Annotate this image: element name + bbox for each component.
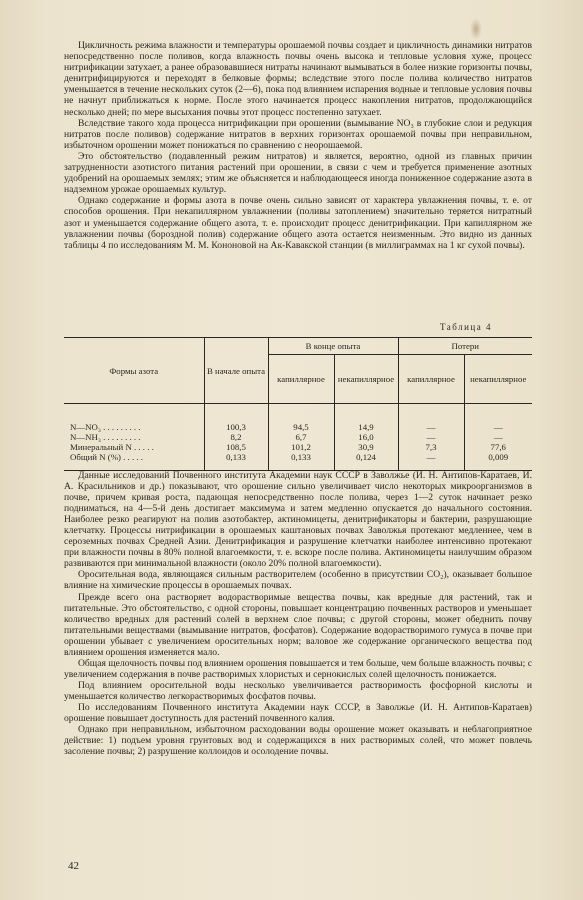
header-forms: Формы азота (64, 338, 204, 404)
cell-loss-cap: — (398, 432, 464, 442)
cell-start: 8,2 (204, 432, 268, 442)
paragraph: По исследованиям Почвенного института Академии наук СССР, в Заволжье (И. Н. Антипов-Каратаев) орошение повышает доступность для растений почвенного калия. (64, 701, 532, 725)
row-label: N—NO₃ . . . . . . . . . (70, 422, 141, 432)
header-loss-cap: капиллярное (398, 355, 464, 404)
header-group-loss: Потери (398, 338, 532, 355)
cell-loss-noncap: — (464, 404, 532, 433)
cell-start: 0,133 (204, 452, 268, 471)
table-row (64, 452, 532, 471)
cell-loss-cap: 7,3 (398, 442, 464, 452)
cell-end-cap: 101,2 (268, 442, 334, 452)
paragraph: Под влиянием оросительной воды несколько увеличивается растворимость фосфорной кислоты и уменьшается количество легкорастворимых фосфатов почвы. (64, 679, 532, 702)
cell-end-cap: 6,7 (268, 432, 334, 442)
row-label: N—NH₃ . . . . . . . . . (70, 432, 141, 442)
paper-stain (470, 18, 482, 40)
cell-end-noncap: 16,0 (334, 432, 398, 442)
paragraph: Данные исследований Почвенного института Академии наук СССР в Заволжье (И. Н. Антипов-Каратаев, И. А. Красильников и др.) показывают, что орошение сильно увеличивает число некоторых микроорганизмов в почве, причем кривая роста, падающая непосредственно после полива, через 1—2 суток начинает резко подниматься, на 4—5-й день достигает максимума и затем медленно опускается до начального состояния. Наиболее резко реагируют на полив азотобактер, актиномицеты, денитрификаторы и бактерии, разрушающие клетчатку. Процессы нитрификации в орошаемых каштановых почвах Заволжья протекают медленнее, чем в сероземных почвах Средней Азии. Денитрификация и разрушение клетчатки наиболее интенсивно протекают при влажности почвы в 80% полной влагоемкости, т. е. вскоре после полива. Актиномицеты наилучшим образом развиваются при минимальной влажности (около 20% полной влагоемкости). (64, 470, 532, 570)
data-table (64, 337, 532, 471)
body-text-bottom (64, 470, 532, 757)
cell-end-noncap: 0,124 (334, 452, 398, 471)
paragraph: Цикличность режима влажности и температуры орошаемой почвы создает и цикличность динамики нитратов непосредственно после поливов, когда влажность почвы очень высока и тепловые условия хуже, процесс нитрификации затухает, а ранее образовавшиеся нитраты начинают вымываться в более низкие горизонты почвы, денитрифицируются и переходят в белковые формы; вследствие этого после полива количество нитратов уменьшается в течение нескольких суток (2—6), пока под влиянием испарения водные и тепловые условия почвы не начнут приближаться к норме. После этого начинается процесс накопления нитратов, продолжающийся несколько дней; по мере высыхания почвы этот процесс постепенно затухает. (64, 40, 532, 118)
row-label: Минеральный N . . . . . (70, 442, 154, 452)
header-end-noncap: некапиллярное (334, 355, 398, 404)
table-caption: Таблица 4 (440, 322, 492, 332)
cell-end-cap: 0,133 (268, 452, 334, 471)
cell-start: 108,5 (204, 442, 268, 452)
cell-loss-noncap: 0,009 (464, 452, 532, 471)
header-start: В начале опыта (204, 338, 268, 404)
paragraph: Прежде всего она растворяет водорастворимые вещества почвы, как вредные для растений, так и питательные. Это обстоятельство, с одной стороны, повышает концентрацию почвенных растворов и уменьшает количество вредных для растений солей в верхнем слое почвы; с другой стороны, может обеднить почву питательными веществами (вымывание нитратов, фосфатов). Содержание водорастворимого гумуса в почве при орошении убывает с увеличением оросительных норм; валовое же содержание органического вещества под влиянием орошения изменяется мало. (64, 591, 532, 658)
header-loss-noncap: некапиллярное (464, 355, 532, 404)
table-row (64, 404, 532, 433)
body-text-top (64, 40, 532, 251)
row-label: Общий N (%) . . . . . (64, 452, 204, 471)
table-row (64, 442, 532, 452)
cell-loss-noncap: 77,6 (464, 442, 532, 452)
cell-start: 100,3 (204, 404, 268, 433)
paragraph: Это обстоятельство (подавленный режим нитратов) и является, вероятно, одной из главных причин затрудненности азотистого питания растений при орошении, в связи с чем и требуется применение азотных удобрений на орошаемых землях; этим же объясняется и наблюдающееся иногда пониженное содержание азота в надземном урожае орошаемых культур. (64, 150, 532, 196)
paragraph: Оросительная вода, являющаяся сильным растворителем (особенно в присутствии CO₂), оказывает большое влияние на химические процессы в орошаемых почвах. (64, 569, 532, 592)
paragraph: Однако содержание и формы азота в почве очень сильно зависят от характера увлажнения почвы, т. е. от способов орошения. При некапиллярном увлажнении (поливы затоплением) значительно теряется нитратный азот и уменьшается содержание общего азота, т. е. происходит процесс денитрификации. При капиллярном же увлажнении почвы (бороздной полив) содержание общего азота остается неизменным. Это видно из данных таблицы 4 по исследованиям М. М. Кононовой на Ак-Кавакской станции (в миллиграммах на 1 кг сухой почвы). (64, 195, 532, 251)
header-end-cap: капиллярное (268, 355, 334, 404)
cell-loss-cap: — (398, 404, 464, 433)
paragraph: Общая щелочность почвы под влиянием орошения повышается и тем больше, чем больше влажность почвы; с увеличением содержания в почве растворимых хлористых и сернокислых солей щелочность понижается. (64, 657, 532, 680)
paragraph: Вследствие такого хода процесса нитрификации при орошении (вымывание NO₃ в глубокие слои и редукция нитратов после поливов) содержание нитратов в верхних горизонтах орошаемой почвы при неправильном, избыточном орошении может понижаться по сравнению с неорошаемой. (64, 117, 532, 151)
cell-end-noncap: 30,9 (334, 442, 398, 452)
header-group-end: В конце опыта (268, 338, 398, 355)
table-row (64, 432, 532, 442)
cell-end-cap: 94,5 (268, 404, 334, 433)
page-number: 42 (68, 860, 79, 872)
cell-loss-cap: — (398, 452, 464, 471)
cell-end-noncap: 14,9 (334, 404, 398, 433)
paragraph: Однако при неправильном, избыточном расходовании воды орошение может оказывать и неблагоприятное действие: 1) подъем уровня грунтовых вод и содержащихся в них растворимых солей, что может повлечь засоление почвы; 2) разрушение коллоидов и осолодение почвы. (64, 724, 532, 758)
cell-loss-noncap: — (464, 432, 532, 442)
